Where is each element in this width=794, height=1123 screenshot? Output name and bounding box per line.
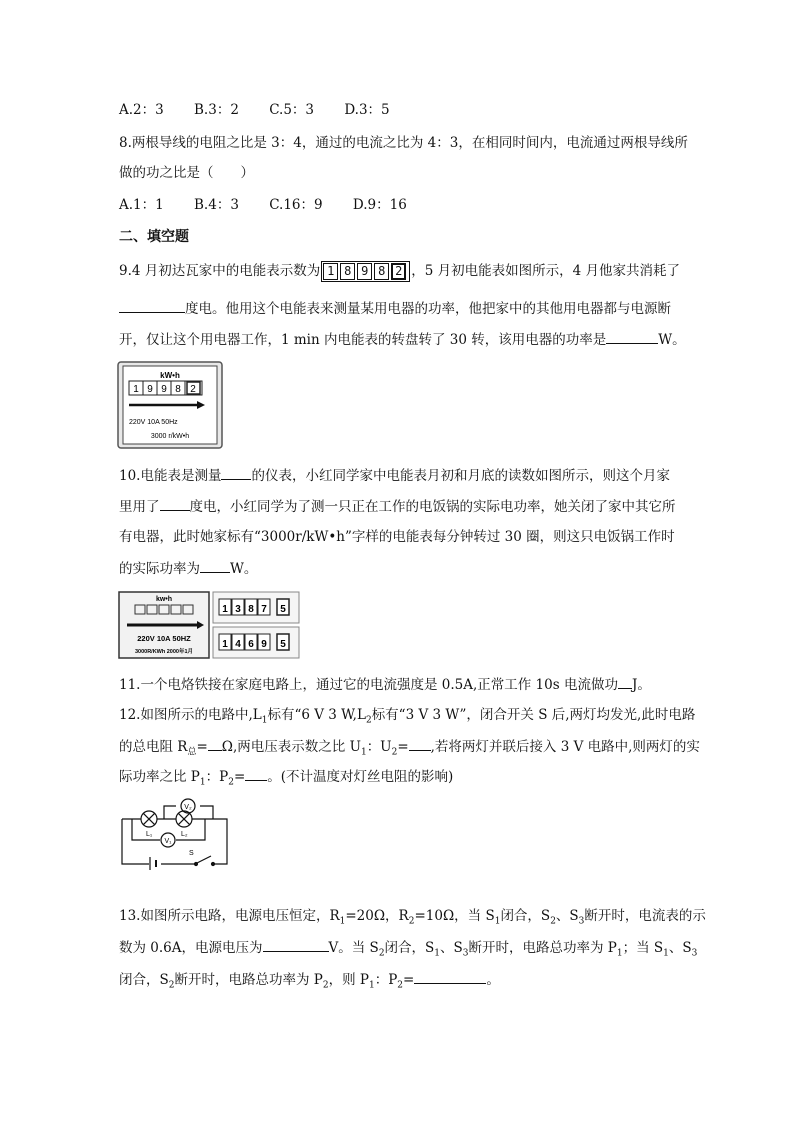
q12-text: 。(不计温度对灯丝电阻的影响) — [267, 769, 454, 785]
q12-text: 12.如图所示的电路中,L — [119, 707, 262, 723]
lamp-l2-label: L₂ — [181, 831, 188, 838]
answer-blank[interactable] — [160, 496, 190, 511]
q10-text-f: W。 — [230, 561, 258, 577]
q12-circuit-diagram — [119, 790, 231, 870]
q9-text-e: W。 — [658, 332, 686, 348]
q9-line3 — [119, 329, 686, 350]
q12-text: = — [196, 739, 208, 755]
answer-blank[interactable] — [606, 329, 658, 344]
answer-blank[interactable] — [200, 558, 230, 573]
meter-spec: 220V 10A 50HZ — [137, 634, 191, 643]
q9-line1 — [119, 261, 680, 282]
q12-text: 的总电阻 R — [119, 739, 188, 755]
q9-text-b: ，5 月初电能表如图所示，4 月他家共消耗了 — [411, 263, 681, 279]
answer-blank[interactable] — [245, 766, 267, 781]
section-title: 二、填空题 — [119, 229, 189, 245]
q8-line1: 8.两根导线的电阻之比是 3：4，通过的电流之比为 4：3，在相同时间内，电流通过两根导线所 — [119, 135, 688, 151]
q12-line1: 12.如图所示的电路中$,L_1$标有“6 V 3 $W,L_2$标有“3 V 3 W”，闭合开关 S 后,两灯均发光,此时电路 — [119, 707, 696, 726]
q12-sub-total: 总 — [187, 747, 197, 758]
q8-options — [119, 195, 433, 215]
reading-digit: 9 — [357, 263, 372, 280]
meter-rate: 3000 r/kW•h — [150, 433, 190, 440]
q13-line3: 闭合，$S_2$断开时，电路总功率为 $P_2$，则 $P_1$：$P_2=$ 。 — [119, 969, 500, 996]
q9-text-d: 开，仅让这个用电器工作，1 min 内电能表的转盘转了 30 转，该用电器的功率是 — [119, 332, 607, 348]
q10-text-a: 10.电能表是测量 — [119, 468, 222, 484]
q13-text: 闭合，S — [119, 972, 169, 988]
q10-text-b: 的仪表，小红同学家中电能表月初和月底的读数如图所示，则这个月家 — [251, 468, 670, 484]
q12-text: ：P — [205, 769, 229, 785]
q9-meter-reading-box — [321, 261, 410, 282]
q9-meter-figure — [117, 361, 223, 449]
q10-line2 — [119, 496, 676, 517]
q13-text: 闭合，S — [384, 940, 435, 956]
q8-option-b: B.4：3 — [194, 197, 239, 213]
start-digit: 7 — [261, 604, 267, 615]
switch-s-label: S — [189, 850, 194, 857]
meter-digit: 9 — [147, 384, 153, 395]
q7-option-d: D.3：5 — [344, 102, 390, 118]
end-digit: 4 — [235, 639, 241, 650]
q13-text: 断开时，电路总功率为 P — [468, 940, 617, 956]
q13-text: 断开时，电流表的示 — [584, 908, 706, 924]
reading-digit-decimal: 2 — [391, 263, 406, 280]
q13-text: 闭合，S — [500, 908, 551, 924]
q7-options — [119, 100, 416, 120]
end-digit: 1 — [222, 639, 228, 650]
answer-blank[interactable] — [414, 969, 486, 984]
start-digit: 8 — [248, 604, 254, 615]
meter-digit: 1 — [133, 384, 139, 395]
q12-text: = — [233, 769, 246, 785]
q12-text: ：U — [366, 739, 392, 755]
q13-text: 数为 0.6A，电源电压为 — [119, 940, 263, 956]
q12-text: = — [397, 739, 409, 755]
meter-digit: 8 — [175, 384, 181, 395]
meter-unit: kW•h — [160, 371, 180, 380]
q13-line1: 13.如图所示电路，电源电压恒定，$R_1=20\Omega$，$R_2=10\Omega$，当 $S_1$闭合，$S_2$、$S_3$断开时，电流表的示 — [119, 908, 706, 927]
q10-line1 — [119, 465, 670, 486]
answer-blank[interactable] — [208, 736, 222, 751]
start-digit: 3 — [235, 604, 241, 615]
q13-text: =10Ω，当 S — [414, 908, 495, 924]
reading-digit: 1 — [323, 263, 338, 280]
start-digit: 1 — [222, 604, 228, 615]
q13-text: ；当 S — [622, 940, 664, 956]
start-digit: 5 — [280, 604, 286, 615]
meter-digit: 2 — [190, 384, 196, 395]
q12-text: Ω,两电压表示数之比 U — [221, 739, 361, 755]
q13-text: V。当 S — [328, 940, 379, 956]
q13-text: = — [403, 972, 415, 988]
q12-line3: 际功率之比 $P_1$：$P_2=$ 。(不计温度对灯丝电阻的影响) — [119, 766, 453, 793]
voltmeter-v2-label: V₂ — [184, 804, 192, 811]
q8-option-c: C.16：9 — [269, 197, 323, 213]
q12-text: 标有“6 V 3 W,L — [267, 707, 366, 723]
q13-text: 、S — [668, 940, 692, 956]
q11-text-a: 11.一个电烙铁接在家庭电路上，通过它的电流强度是 0.5A,正常工作 10s 电流做功 — [119, 677, 618, 693]
lamp-l1-label: L₁ — [146, 831, 153, 838]
q13-text: ：P — [374, 972, 398, 988]
q10-text-d: 度电，小红同学为了测一只正在工作的电饭锅的实际电功率，她关闭了家中其它所 — [189, 499, 676, 515]
q9-text-a: 9.4 月初达瓦家中的电能表示数为 — [119, 263, 321, 279]
voltmeter-v1-label: V₁ — [164, 838, 172, 845]
q8-line2: 做的功之比是（ ） — [119, 165, 254, 181]
q11-line — [119, 674, 651, 695]
q10-meter-figure — [117, 590, 301, 660]
answer-blank[interactable] — [263, 937, 329, 952]
q10-text-c: 里用了 — [119, 499, 160, 515]
answer-blank[interactable] — [221, 465, 251, 480]
q8-option-a: A.1：1 — [119, 197, 164, 213]
meter-rate: 3000R/KWh 2000年1月 — [134, 649, 194, 655]
q13-text: 、S — [555, 908, 579, 924]
answer-blank[interactable] — [119, 298, 185, 313]
meter-digit: 9 — [161, 384, 167, 395]
q11-text-b: J。 — [631, 677, 651, 693]
q7-option-c: C.5：3 — [269, 102, 315, 118]
end-digit: 6 — [248, 639, 254, 650]
q12-text: ,若将两灯并联后接入 3 V 电路中,则两灯的实 — [430, 739, 700, 755]
q8-option-d: D.9：16 — [352, 197, 407, 213]
q13-text: 、S — [440, 940, 463, 956]
q13-text: =20Ω，R — [345, 908, 409, 924]
q13-line2: 数为 0.6A，电源电压为 V。当 $S_2$闭合，$S_1$、$S_3$断开时，电路总功率为 $P_1$；当 $S_1$、$S_3$ — [119, 937, 697, 964]
q13-text: ，则 P — [328, 972, 369, 988]
end-digit: 9 — [261, 639, 267, 650]
answer-blank[interactable] — [409, 736, 431, 751]
q7-option-b: B.3：2 — [194, 102, 239, 118]
q7-option-a: A.2：3 — [119, 102, 164, 118]
reading-digit: 8 — [374, 263, 389, 280]
answer-blank[interactable] — [618, 674, 632, 689]
meter-spec: 220V 10A 50Hz — [129, 419, 178, 426]
q13-text: 断开时，电路总功率为 P — [174, 972, 323, 988]
reading-digit: 8 — [340, 263, 355, 280]
end-digit: 5 — [280, 639, 286, 650]
q10-line3: 有电器，此时她家标有“3000r/kW•h”字样的电能表每分钟转过 30 圈，则这只电饭锅工作时 — [119, 529, 675, 545]
meter-unit: kw•h — [155, 596, 173, 603]
q12-line2: 的总电阻 $R_总= \Omega$,两电压表示数之比 $U_1$：$U_2=$ ,若将两灯并联后接入 3 V 电路中,则两灯的实 — [119, 736, 700, 763]
q12-text: 标有“3 V 3 W”，闭合开关 S 后,两灯均发光,此时电路 — [371, 707, 696, 723]
q13-text: 13.如图所示电路，电源电压恒定，R — [119, 908, 340, 924]
q10-text-e: 的实际功率为 — [119, 561, 200, 577]
q9-text-c: 度电。他用这个电能表来测量某用电器的功率，他把家中的其他用电器都与电源断 — [185, 301, 671, 317]
q13-text: 。 — [486, 972, 500, 988]
q9-line2 — [119, 298, 671, 319]
q12-text: 际功率之比 P — [119, 769, 200, 785]
q10-line4 — [119, 558, 257, 579]
